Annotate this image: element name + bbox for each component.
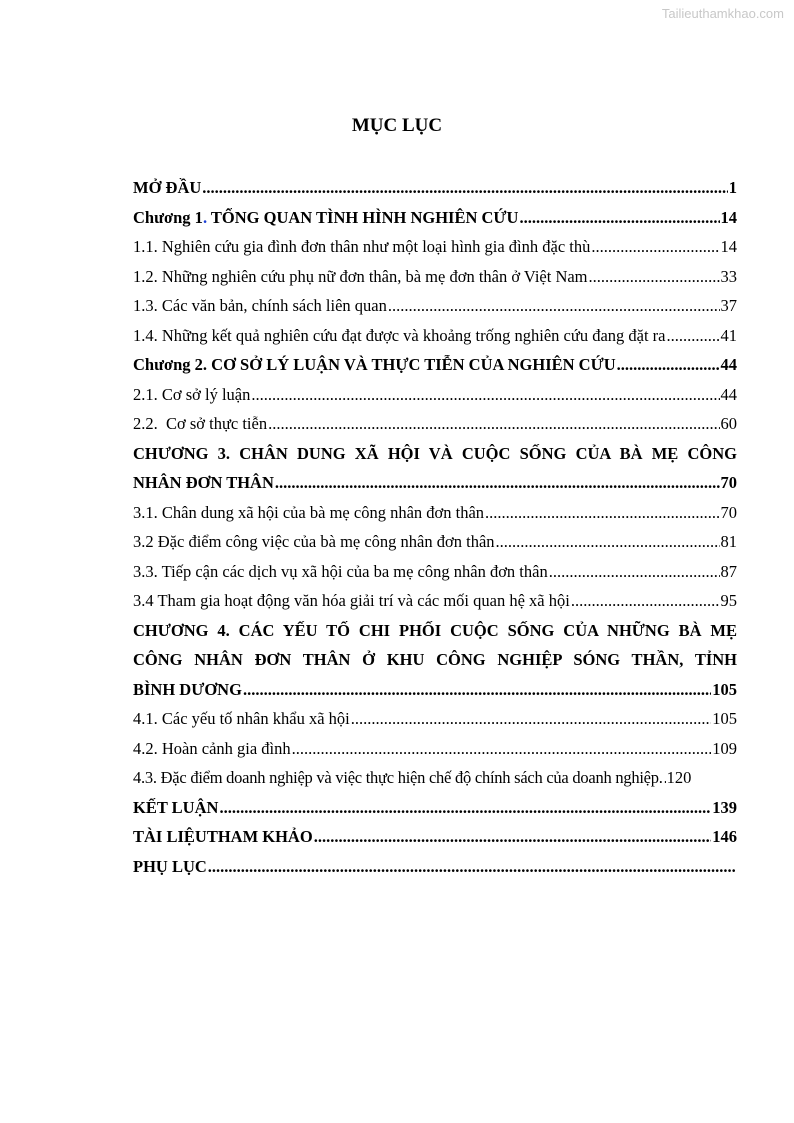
toc-label: CHƯƠNG 3. CHÂN DUNG XÃ HỘI VÀ CUỘC SỐNG CỦA BÀ MẸ CÔNG [133,443,737,463]
toc-page: 109 [712,738,737,758]
leader-dots [208,857,736,877]
toc-label: BÌNH DƯƠNG [133,679,242,699]
toc-entry-4-1[interactable] [133,709,737,739]
leader-dots [549,562,720,582]
toc-label: MỞ ĐẦU [133,178,202,197]
toc-label: 3.1. Chân dung xã hội của bà mẹ công nhân đơn thân [133,502,485,522]
leader-dots [571,591,720,611]
toc-entry-3-4[interactable] [133,591,737,621]
toc-entry-chuong-2[interactable] [133,355,737,385]
toc-page: 44 [720,355,737,374]
toc-page: 1 [728,178,737,197]
toc-page: 44 [720,384,737,404]
toc-page: 81 [720,532,737,551]
toc-page: 14 [720,237,737,256]
toc-entry-chuong-4-line1[interactable] [133,621,737,651]
toc-entry-2-1[interactable] [133,385,737,415]
leader-dots [243,680,711,700]
leader-dots [496,532,720,552]
toc-label: 1.1. Nghiên cứu gia đình đơn thân như một loại hình gia đình đặc thù [133,237,591,256]
toc-page: 105 [712,679,737,699]
toc-label: NHÂN ĐƠN THÂN [133,473,274,492]
leader-dots [664,768,666,788]
toc-entry-1-1[interactable] [133,237,737,267]
toc-page: 146 [712,827,737,846]
toc-page: 70 [720,502,737,522]
toc-entry-chuong-4-line2[interactable] [133,650,737,680]
toc-entry-2-2[interactable] [133,414,737,444]
toc-entry-chuong-3[interactable] [133,473,737,503]
chapter-title: TỔNG QUAN TÌNH HÌNH NGHIÊN CỨU [207,207,519,227]
page-title: MỤC LỤC [351,115,443,136]
toc-label: 1.4. Những kết quả nghiên cứu đạt được và khoảng trống nghiên cứu đang đặt ra [133,325,666,345]
leader-dots [202,178,727,198]
toc-label: CHƯƠNG 4. CÁC YẾU TỐ CHI PHỐI CUỘC SỐNG CỦA NHỮNG BÀ MẸ [133,620,737,640]
leader-dots [292,739,712,759]
toc-label: CÔNG NHÂN ĐƠN THÂN Ở KHU CÔNG NGHIỆP SÓNG THẦN, TỈNH [133,650,737,669]
toc-page: 60 [720,414,737,433]
toc-entry-phu-luc[interactable] [133,857,737,887]
leader-dots [268,414,719,434]
leader-dots [251,385,719,405]
leader-dots [617,355,720,375]
toc-page: 120 [666,768,692,787]
toc-label: 3.4 Tham gia hoạt động văn hóa giải trí và các mối quan hệ xã hội [133,591,570,610]
toc-page: 95 [720,591,737,610]
toc-label: 4.2. Hoàn cảnh gia đình [133,738,291,758]
table-of-contents [133,178,737,886]
leader-dots [519,208,719,228]
toc-label: Chương 2. CƠ SỞ LÝ LUẬN VÀ THỰC TIỄN CỦA NGHIÊN CỨU [133,355,616,374]
toc-label: 4.1. Các yếu tố nhân khẩu xã hội [133,709,350,728]
toc-label: 2.1. Cơ sở lý luận [133,384,251,404]
toc-entry-1-4[interactable] [133,326,737,356]
leader-dots [591,237,719,257]
toc-entry-4-3[interactable] [133,768,737,798]
toc-label: 3.3. Tiếp cận các dịch vụ xã hội của ba mẹ công nhân đơn thân [133,561,548,581]
toc-label: KẾT LUẬN [133,797,219,817]
toc-label: 4.3. Đặc điểm doanh nghiệp và việc thực hiện chế độ chính sách của doanh nghiệp. [133,768,663,787]
toc-label: PHỤ LỤC [133,856,207,876]
toc-label: 1.2. Những nghiên cứu phụ nữ đơn thân, bà mẹ đơn thân ở Việt Nam [133,266,588,286]
toc-label [133,208,518,228]
toc-page: 105 [712,709,737,728]
toc-entry-4-2[interactable] [133,739,737,769]
toc-page: 33 [720,266,737,286]
watermark: Tailieuthamkhao.com [661,6,784,21]
toc-entry-chuong-3-line1[interactable] [133,444,737,474]
toc-page: 70 [720,473,737,492]
leader-dots [485,503,719,523]
toc-entry-1-2[interactable] [133,267,737,297]
chapter-separator: . [202,207,208,227]
leader-dots [219,798,711,818]
toc-page: 139 [712,797,737,817]
leader-dots [589,267,720,287]
leader-dots [275,473,720,493]
toc-label: TÀI LIỆUTHAM KHẢO [133,827,313,846]
toc-entry-chuong-4[interactable] [133,680,737,710]
toc-label: 1.3. Các văn bản, chính sách liên quan [133,296,387,315]
leader-dots [388,296,720,316]
toc-entry-3-2[interactable] [133,532,737,562]
toc-page: 41 [720,325,737,345]
toc-entry-ket-luan[interactable] [133,798,737,828]
toc-page: 87 [720,561,737,581]
toc-entry-mo-dau[interactable] [133,178,737,208]
leader-dots [667,326,720,346]
leader-dots [351,709,712,729]
toc-page: 14 [720,207,737,227]
toc-entry-3-3[interactable] [133,562,737,592]
toc-entry-1-3[interactable] [133,296,737,326]
toc-entry-tai-lieu-tham-khao[interactable] [133,827,737,857]
leader-dots [314,827,712,847]
toc-page: 37 [720,296,737,315]
toc-label: 2.2. Cơ sở thực tiễn [133,414,268,433]
chapter-prefix: Chương 1 [133,207,203,227]
toc-entry-3-1[interactable] [133,503,737,533]
toc-entry-chuong-1[interactable] [133,208,737,238]
toc-label: 3.2 Đặc điểm công việc của bà mẹ công nhân đơn thân [133,532,495,551]
